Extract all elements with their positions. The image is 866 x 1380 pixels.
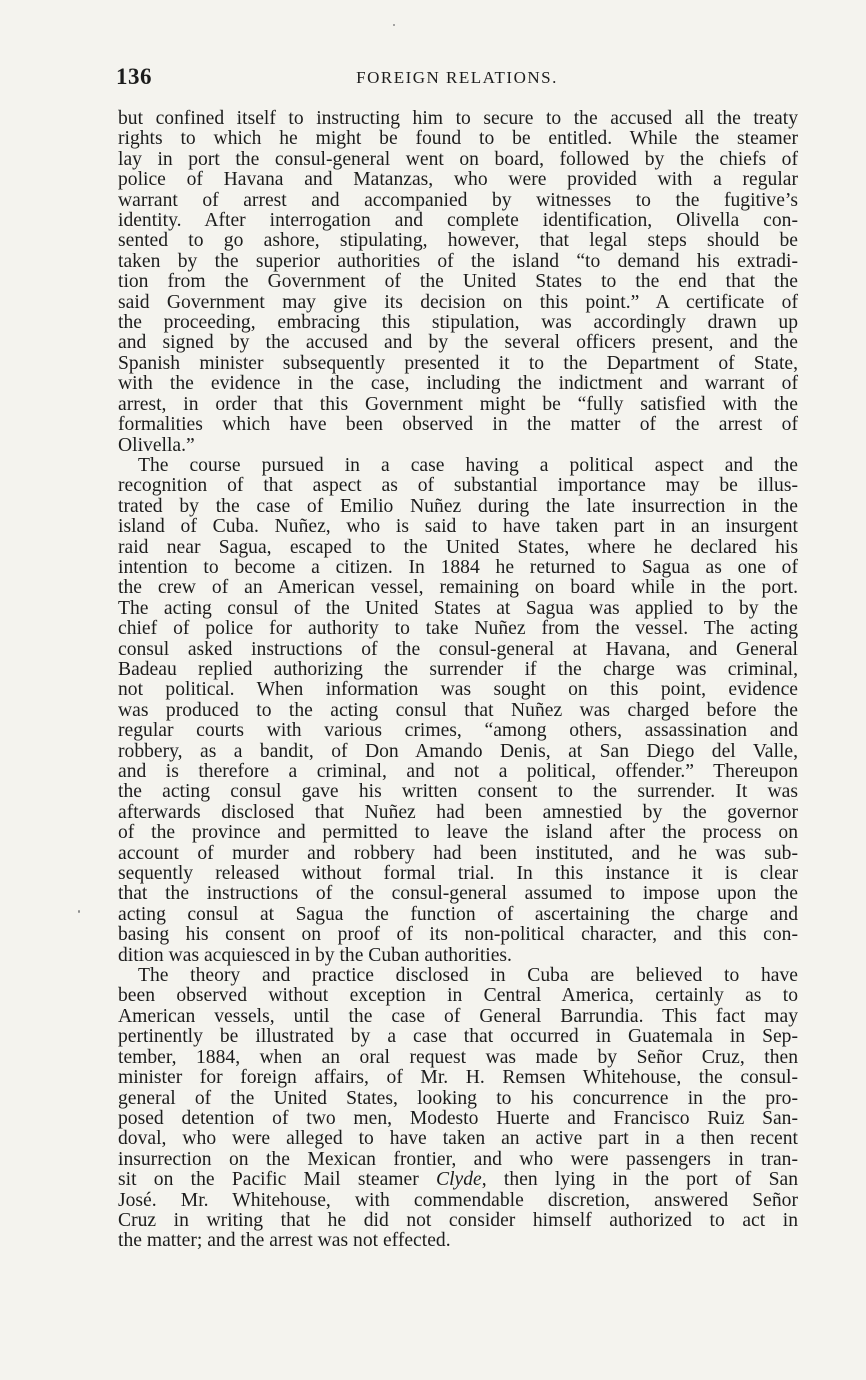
text-line: warrant of arrest and accompanied by witnesses to the fugitive’s (118, 189, 798, 211)
text-line: that the instructions of the consul-general assumed to impose upon the (118, 883, 798, 905)
page-header (116, 64, 798, 94)
text-line: consul asked instructions of the consul-general at Havana, and General (118, 638, 798, 660)
text-line: and signed by the accused and by the several officers present, and the (118, 332, 798, 354)
text-line: formalities which have been observed in the matter of the arrest of (118, 414, 798, 436)
text-line: identity. After interrogation and complete identification, Olivella con- (118, 210, 798, 232)
page-number: 136 (116, 64, 152, 89)
text-line: Spanish minister subsequently presented it to the Department of State, (118, 352, 798, 374)
text-line: afterwards disclosed that Nuñez had been amnestied by the governor (118, 801, 798, 823)
text-line: the proceeding, embracing this stipulation, was accordingly drawn up (118, 312, 798, 334)
text-line: posed detention of two men, Modesto Huerte and Francisco Ruiz San- (118, 1107, 798, 1129)
text-line: basing his consent on proof of its non-political character, and this con- (118, 924, 798, 946)
text-line: island of Cuba. Nuñez, who is said to have taken part in an insurgent (118, 516, 798, 538)
text-line: The theory and practice disclosed in Cuba are believed to have (138, 965, 798, 987)
text-line: sented to go ashore, stipulating, however, that legal steps should be (118, 230, 798, 252)
ship-name: Clyde (436, 1169, 482, 1191)
text-line: Cruz in writing that he did not consider himself authorized to act in (118, 1209, 798, 1231)
text-line: of the province and permitted to leave the island after the process on (118, 822, 798, 844)
running-head: FOREIGN RELATIONS. (356, 68, 558, 87)
text-line: The course pursued in a case having a political aspect and the (138, 454, 798, 476)
text-line: regular courts with various crimes, “among others, assassination and (118, 720, 798, 742)
text-line: arrest, in order that this Government might be “fully satisfied with the (118, 393, 798, 415)
scan-speck (78, 910, 80, 913)
text-line: Olivella.” (118, 434, 195, 456)
text-line: said Government may give its decision on this point.” A certificate of (118, 291, 798, 313)
text-line: acting consul at Sagua the function of ascertaining the charge and (118, 903, 798, 925)
body-text (118, 109, 798, 1252)
text-line: the crew of an American vessel, remaining on board while in the port. (118, 577, 798, 599)
text-line: but confined itself to instructing him to secure to the accused all the treaty (118, 108, 798, 129)
text-line: pertinently be illustrated by a case that occurred in Guatemala in Sep- (118, 1026, 798, 1048)
text-line: doval, who were alleged to have taken an active part in a then recent (118, 1128, 798, 1150)
paragraph (118, 109, 798, 456)
text-line: insurrection on the Mexican frontier, and who were passengers in tran- (118, 1148, 798, 1170)
text-line: trated by the case of Emilio Nuñez during the late insurrection in the (118, 495, 798, 517)
text-line: intention to become a citizen. In 1884 he returned to Sagua as one of (118, 556, 798, 578)
text-line: recognition of that aspect as of substantial importance may be illus- (118, 475, 798, 497)
scan-speck (393, 24, 395, 26)
paragraph (118, 966, 798, 1252)
text-line: raid near Sagua, escaped to the United States, where he declared his (118, 536, 798, 558)
text-line: minister for foreign affairs, of Mr. H. Remsen Whitehouse, the consul- (118, 1067, 798, 1089)
text-line: tion from the Government of the United States to the end that the (118, 271, 798, 293)
text-line: police of Havana and Matanzas, who were provided with a regular (118, 169, 798, 191)
text-line: been observed without exception in Central America, certainly as to (118, 985, 798, 1007)
text-line: American vessels, until the case of General Barrundia. This fact may (118, 1005, 798, 1027)
text-line: taken by the superior authorities of the island “to demand his extradi- (118, 250, 798, 272)
text-line: rights to which he might be found to be entitled. While the steamer (118, 128, 798, 150)
text-line: José. Mr. Whitehouse, with commendable discretion, answered Señor (118, 1189, 798, 1211)
paragraph (118, 456, 798, 966)
text-line: robbery, as a bandit, of Don Amando Denis, at San Diego del Valle, (118, 740, 798, 762)
text-line: dition was acquiesced in by the Cuban authorities. (118, 944, 512, 966)
text-line: Badeau replied authorizing the surrender if the charge was criminal, (118, 658, 798, 680)
text-line: sit on the Pacific Mail steamer Clyde, then lying in the port of San (118, 1169, 798, 1191)
text-line: the matter; and the arrest was not effected. (118, 1230, 451, 1252)
text-line: with the evidence in the case, including the indictment and warrant of (118, 373, 798, 395)
text-line: and is therefore a criminal, and not a political, offender.” Thereupon (118, 761, 798, 782)
text-line: chief of police for authority to take Nuñez from the vessel. The acting (118, 618, 798, 640)
text-line: account of murder and robbery had been instituted, and he was sub- (118, 842, 798, 864)
text-line: the acting consul gave his written consent to the surrender. It was (118, 781, 798, 803)
text-line: not political. When information was sought on this point, evidence (118, 679, 798, 701)
text-line: lay in port the consul-general went on board, followed by the chiefs of (118, 148, 798, 170)
text-line: was produced to the acting consul that Nuñez was charged before the (118, 699, 798, 721)
text-line: tember, 1884, when an oral request was made by Señor Cruz, then (118, 1046, 798, 1068)
text-line: sequently released without formal trial. In this instance it is clear (118, 863, 798, 885)
text-line: The acting consul of the United States at Sagua was applied to by the (118, 597, 798, 619)
text-line: general of the United States, looking to his concurrence in the pro- (118, 1087, 798, 1109)
